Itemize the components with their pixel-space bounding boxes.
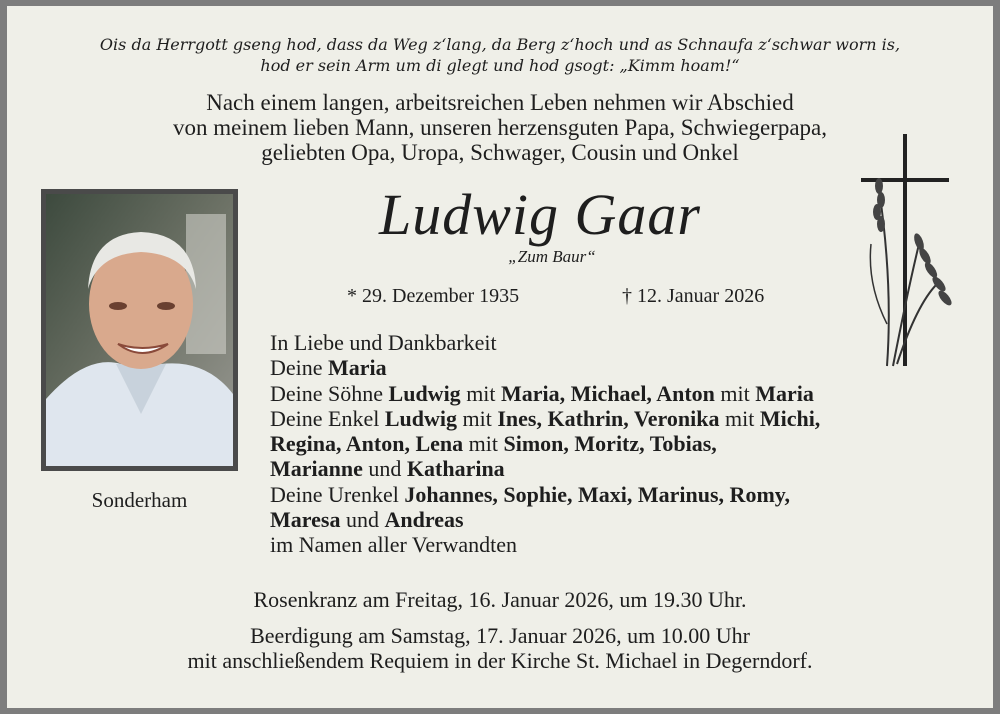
- rosary-info: Rosenkranz am Freitag, 16. Januar 2026, um 19.30 Uhr.: [253, 587, 747, 612]
- intro-text: [7, 90, 993, 165]
- family-line-7: Deine Urenkel Johannes, Sophie, Maxi, Marinus, Romy,: [270, 481, 791, 507]
- place-label: Sonderham: [91, 488, 188, 512]
- family-line-1: In Liebe und Dankbarkeit: [270, 330, 497, 355]
- family-line-8: Maresa und Andreas: [270, 507, 464, 533]
- verse: [7, 34, 993, 76]
- portrait-image-icon: [46, 194, 233, 466]
- family-list: [270, 330, 820, 558]
- verse-line-2: hod er sein Arm um di glegt und hod gsogt: „Kimm hoam!“: [260, 56, 740, 75]
- obituary-card: [7, 6, 993, 708]
- family-line-3: Deine Söhne Ludwig mit Maria, Michael, Anton mit Maria: [270, 380, 814, 406]
- birth-date: * 29. Dezember 1935: [347, 285, 520, 307]
- intro-line-2: von meinem lieben Mann, unseren herzensguten Papa, Schwiegerpapa,: [172, 115, 827, 140]
- funeral-line-1: Beerdigung am Samstag, 17. Januar 2026, um 10.00 Uhr: [250, 623, 750, 648]
- intro-line-3: geliebten Opa, Uropa, Schwager, Cousin und Onkel: [261, 140, 739, 165]
- funeral-line-2: mit anschließendem Requiem in der Kirche St. Michael in Degerndorf.: [187, 648, 813, 673]
- intro-line-1: Nach einem langen, arbeitsreichen Leben nehmen wir Abschied: [206, 90, 794, 115]
- cross-wheat-icon: [857, 134, 953, 370]
- deceased-name: Ludwig Gaar: [378, 182, 701, 247]
- family-line-5: Regina, Anton, Lena mit Simon, Moritz, Tobias,: [270, 431, 717, 457]
- verse-line-1: Ois da Herrgott gseng hod, dass da Weg z‘lang, da Berg z‘hoch und as Schnaufa z‘schwar worn is,: [99, 35, 901, 54]
- family-line-2: Deine Maria: [270, 355, 387, 381]
- family-line-6: Marianne und Katharina: [270, 456, 505, 482]
- family-line-9: im Namen aller Verwandten: [270, 532, 518, 558]
- deceased-nickname: „Zum Baur“: [508, 247, 596, 266]
- family-line-4: Deine Enkel Ludwig mit Ines, Kathrin, Veronika mit Michi,: [270, 405, 821, 431]
- portrait-photo: [41, 189, 238, 471]
- funeral-info: [7, 623, 993, 673]
- death-date: † 12. Januar 2026: [622, 285, 765, 307]
